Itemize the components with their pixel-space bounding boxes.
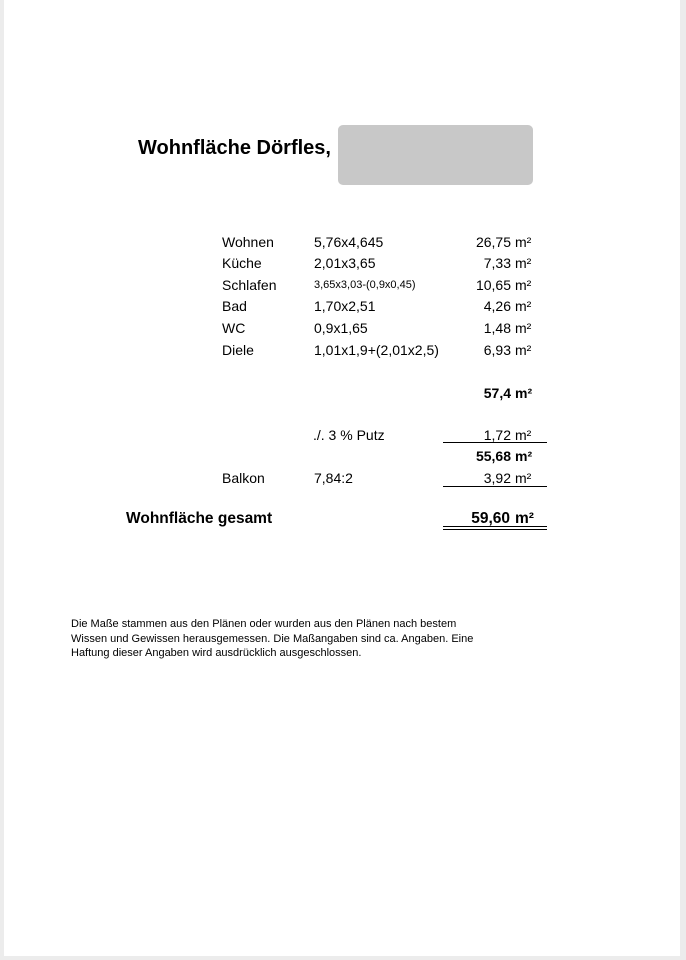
total-underline-top — [443, 526, 547, 527]
room-name: Diele — [222, 342, 254, 358]
room-value: 26,75 — [475, 234, 511, 250]
room-unit: m² — [515, 320, 532, 336]
total-label: Wohnfläche gesamt — [126, 510, 273, 527]
room-value: 4,26 — [483, 298, 511, 314]
net-value: 55,68 — [475, 448, 511, 464]
total-underline-bottom — [443, 529, 547, 530]
room-value: 7,33 — [483, 255, 511, 271]
disclaimer-text: Die Maße stammen aus den Plänen oder wurden aus den Plänen nach bestem Wissen und Gewissen herausgemessen. Die Maßangaben sind ca. Angaben. Eine Haftung dieser Angaben wird ausdrücklich ausgeschlossen. — [71, 618, 474, 659]
deduction-underline — [443, 442, 547, 443]
balcony-value: 3,92 — [483, 470, 511, 486]
subtotal-unit: m² — [515, 385, 533, 401]
room-name: Küche — [222, 255, 262, 271]
room-formula: 3,65x3,03-(0,9x0,45) — [314, 279, 416, 291]
balcony-unit: m² — [515, 470, 532, 486]
redacted-block — [338, 125, 533, 185]
room-value: 1,48 — [483, 320, 511, 336]
room-formula: 1,01x1,9+(2,01x2,5) — [314, 342, 439, 358]
room-name: WC — [222, 320, 246, 336]
room-unit: m² — [515, 234, 532, 250]
room-unit: m² — [515, 255, 532, 271]
net-unit: m² — [515, 448, 533, 464]
total-value: 59,60 — [471, 510, 510, 527]
room-formula: 5,76x4,645 — [314, 234, 384, 250]
total-unit: m² — [515, 510, 534, 527]
balcony-name: Balkon — [222, 470, 265, 486]
deduction-label: ./. 3 % Putz — [313, 427, 385, 443]
room-unit: m² — [515, 298, 532, 314]
room-formula: 0,9x1,65 — [314, 320, 368, 336]
room-formula: 1,70x2,51 — [314, 298, 376, 314]
balcony-formula: 7,84:2 — [314, 470, 353, 486]
subtotal-value: 57,4 — [483, 385, 511, 401]
room-unit: m² — [515, 277, 532, 293]
room-value: 6,93 — [483, 342, 511, 358]
deduction-value: 1,72 — [483, 427, 511, 443]
room-name: Bad — [222, 298, 247, 314]
page-title: Wohnfläche Dörfles, — [138, 137, 331, 159]
room-value: 10,65 — [475, 277, 511, 293]
room-name: Wohnen — [222, 234, 274, 250]
room-name: Schlafen — [222, 277, 277, 293]
room-formula: 2,01x3,65 — [314, 255, 376, 271]
deduction-unit: m² — [515, 427, 532, 443]
room-unit: m² — [515, 342, 532, 358]
balcony-underline — [443, 486, 547, 487]
document-page — [4, 0, 680, 956]
